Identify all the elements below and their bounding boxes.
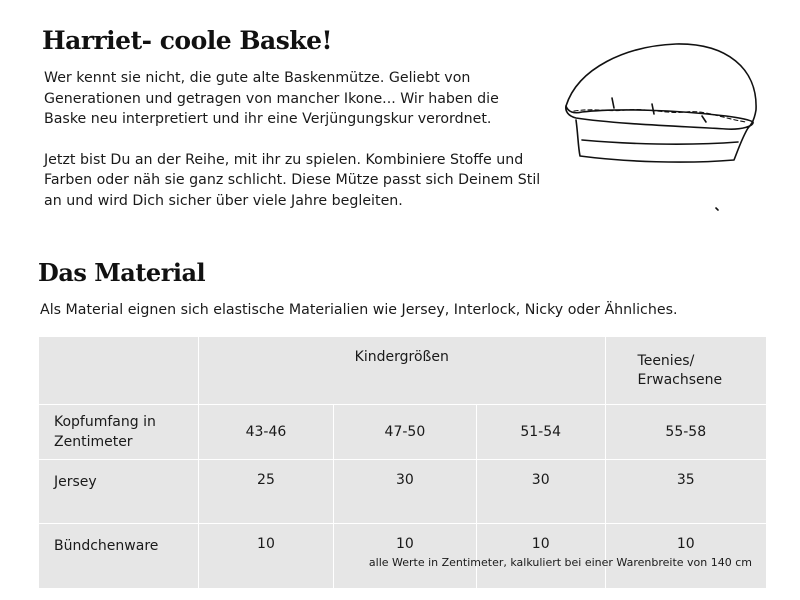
header-teenies-erwachsene: Teenies/ Erwachsene bbox=[605, 337, 766, 405]
row-label-buendchenware: Bündchenware bbox=[39, 524, 199, 589]
header-kindergroessen: Kindergrößen bbox=[198, 337, 605, 405]
table-row bbox=[39, 460, 767, 524]
table-cell: 10 bbox=[333, 524, 476, 589]
intro-paragraph-1: Wer kennt sie nicht, die gute alte Baskenmütze. Geliebt von Generationen und getragen von mancher Ikone... Wir haben die Baske neu interpretiert und ihr eine Verjüngungskur verordnet. bbox=[44, 70, 499, 127]
size-table bbox=[38, 336, 767, 589]
row-label-kopfumfang: Kopfumfang in Zentimeter bbox=[39, 405, 199, 460]
table-header-row bbox=[39, 337, 767, 405]
table-cell: 30 bbox=[476, 460, 605, 524]
table-footnote: alle Werte in Zentimeter, kalkuliert bei einer Warenbreite von 140 cm bbox=[368, 556, 752, 569]
beret-puff bbox=[566, 106, 753, 129]
intro-paragraph-2: Jetzt bist Du an der Reihe, mit ihr zu spielen. Kombiniere Stoffe und Farben oder näh sie ganz schlicht. Diese Mütze passt sich Deinem Stil an und wird Dich sicher über viele Jahre begleiten. bbox=[44, 151, 541, 209]
table-cell: 10 bbox=[476, 524, 605, 589]
section-title-material: Das Material bbox=[38, 258, 206, 287]
table-cell: 51-54 bbox=[476, 405, 605, 460]
intro-text bbox=[44, 68, 544, 231]
table-cell: 43-46 bbox=[198, 405, 333, 460]
table-cell: 35 bbox=[605, 460, 766, 524]
row-label-jersey: Jersey bbox=[39, 460, 199, 524]
table-corner-cell bbox=[39, 337, 199, 405]
page-title: Harriet- coole Baske! bbox=[42, 26, 332, 55]
table-cell: 10 bbox=[605, 524, 766, 589]
table-row bbox=[39, 405, 767, 460]
material-description: Als Material eignen sich elastische Materialien wie Jersey, Interlock, Nicky oder Ähnliches. bbox=[40, 302, 678, 318]
table-cell: 47-50 bbox=[333, 405, 476, 460]
beret-illustration bbox=[556, 38, 772, 218]
table-cell: 10 bbox=[198, 524, 333, 589]
beret-crown bbox=[566, 44, 756, 128]
table-cell: 55-58 bbox=[605, 405, 766, 460]
table-cell: 25 bbox=[198, 460, 333, 524]
table-cell: 30 bbox=[333, 460, 476, 524]
